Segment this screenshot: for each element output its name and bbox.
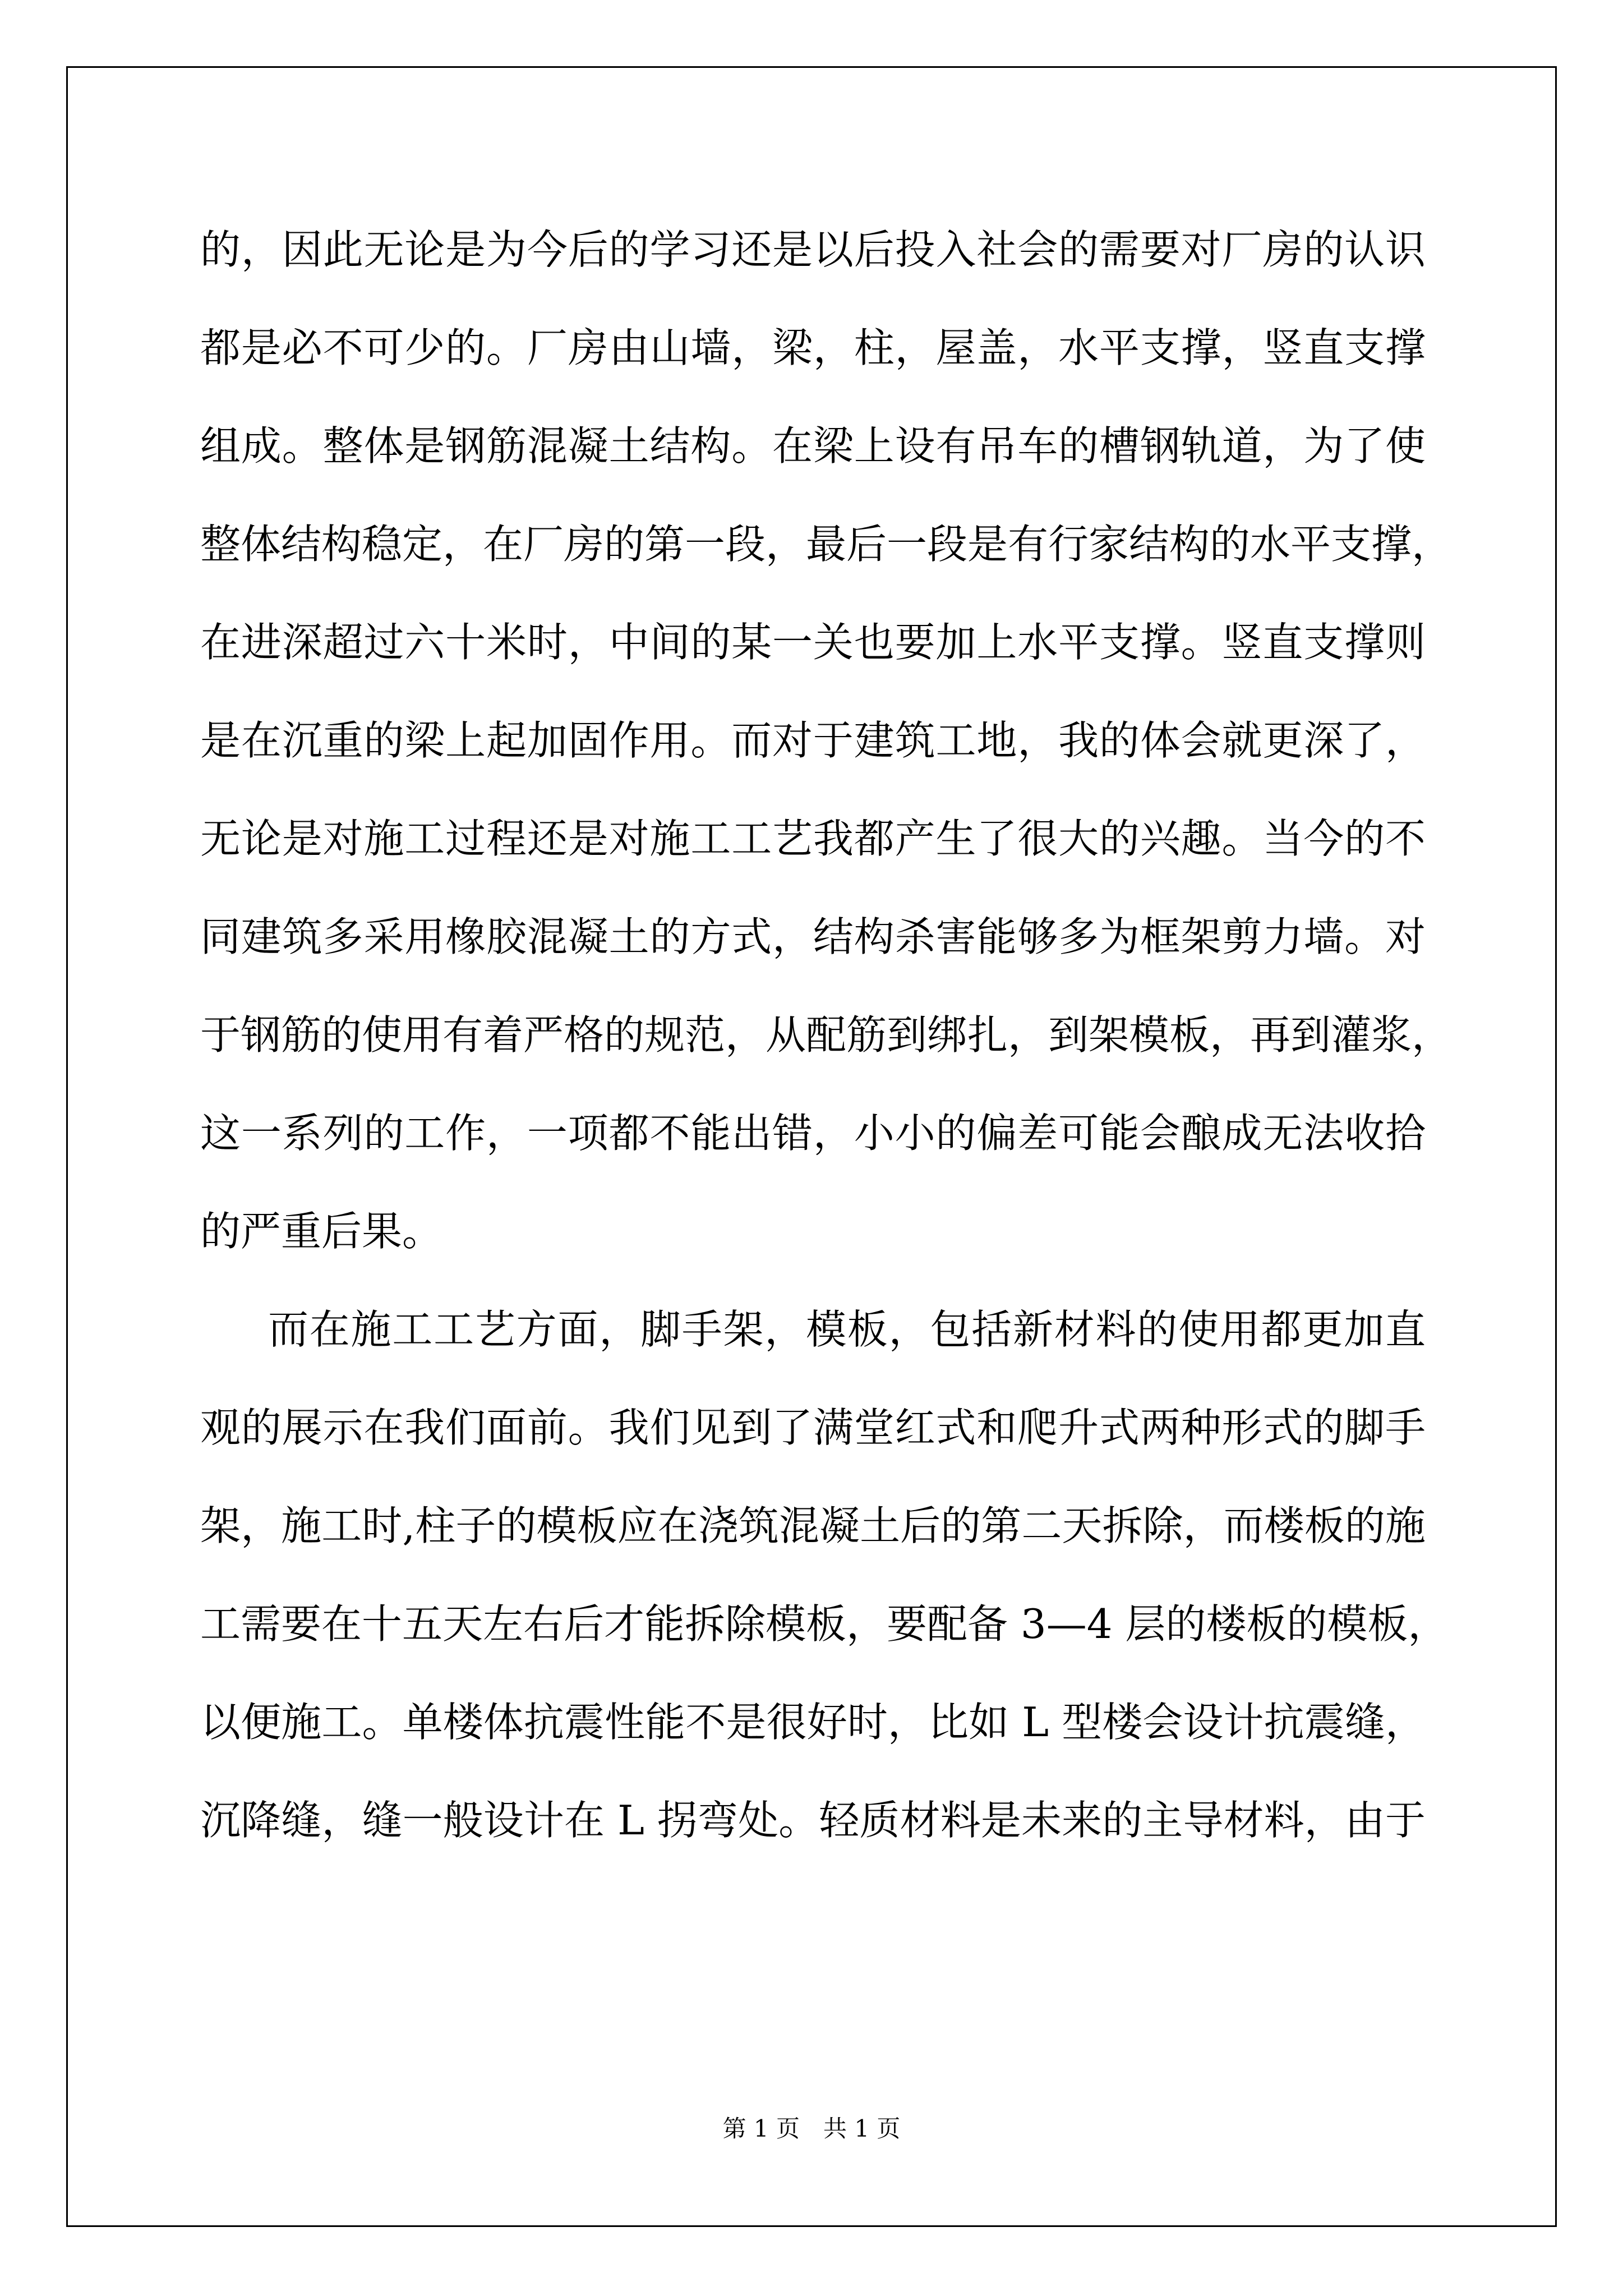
- text-line: 的，因此无论是为今后的学习还是以后投入社会的需要对厂房的认识: [200, 226, 1426, 273]
- page-number-footer: 第 1 页 共 1 页: [722, 2115, 901, 2142]
- text-line: 整体结构稳定，在厂房的第一段，最后一段是有行家结构的水平支撑，: [200, 521, 1453, 568]
- text-line: 工需要在十五天左右后才能拆除模板，要配备 3—4 层的楼板的模板，: [200, 1600, 1449, 1648]
- text-line: 都是必不可少的。厂房由山墙，梁，柱，屋盖，水平支撑，竖直支撑: [200, 324, 1426, 371]
- text-line: 的严重后果。: [200, 1208, 443, 1255]
- text-line: 组成。整体是钢筋混凝土结构。在梁上设有吊车的槽钢轨道，为了使: [200, 422, 1426, 470]
- text-line: 同建筑多采用橡胶混凝土的方式，结构杀害能够多为框架剪力墙。对: [200, 913, 1426, 960]
- text-line: 架，施工时,柱子的模板应在浇筑混凝土后的第二天拆除，而楼板的施: [200, 1502, 1426, 1549]
- text-line: 观的展示在我们面前。我们见到了满堂红式和爬升式两种形式的脚手: [200, 1404, 1426, 1451]
- text-line: 在进深超过六十米时，中间的某一关也要加上水平支撑。竖直支撑则: [200, 619, 1426, 666]
- text-line: 于钢筋的使用有着严格的规范，从配筋到绑扎，到架模板，再到灌浆，: [200, 1011, 1453, 1059]
- text-line: 以便施工。单楼体抗震性能不是很好时，比如 L 型楼会设计抗震缝，: [200, 1699, 1426, 1746]
- paragraph-first-line: 而在施工工艺方面，脚手架，模板，包括新材料的使用都更加直: [268, 1306, 1426, 1353]
- text-line: 沉降缝，缝一般设计在 L 拐弯处。轻质材料是未来的主导材料，由于: [200, 1797, 1426, 1844]
- text-line: 这一系列的工作，一项都不能出错，小小的偏差可能会酿成无法收拾: [200, 1110, 1426, 1157]
- text-line: 是在沉重的梁上起加固作用。而对于建筑工地，我的体会就更深了，: [200, 717, 1426, 764]
- text-line: 无论是对施工过程还是对施工工艺我都产生了很大的兴趣。当今的不: [200, 815, 1426, 862]
